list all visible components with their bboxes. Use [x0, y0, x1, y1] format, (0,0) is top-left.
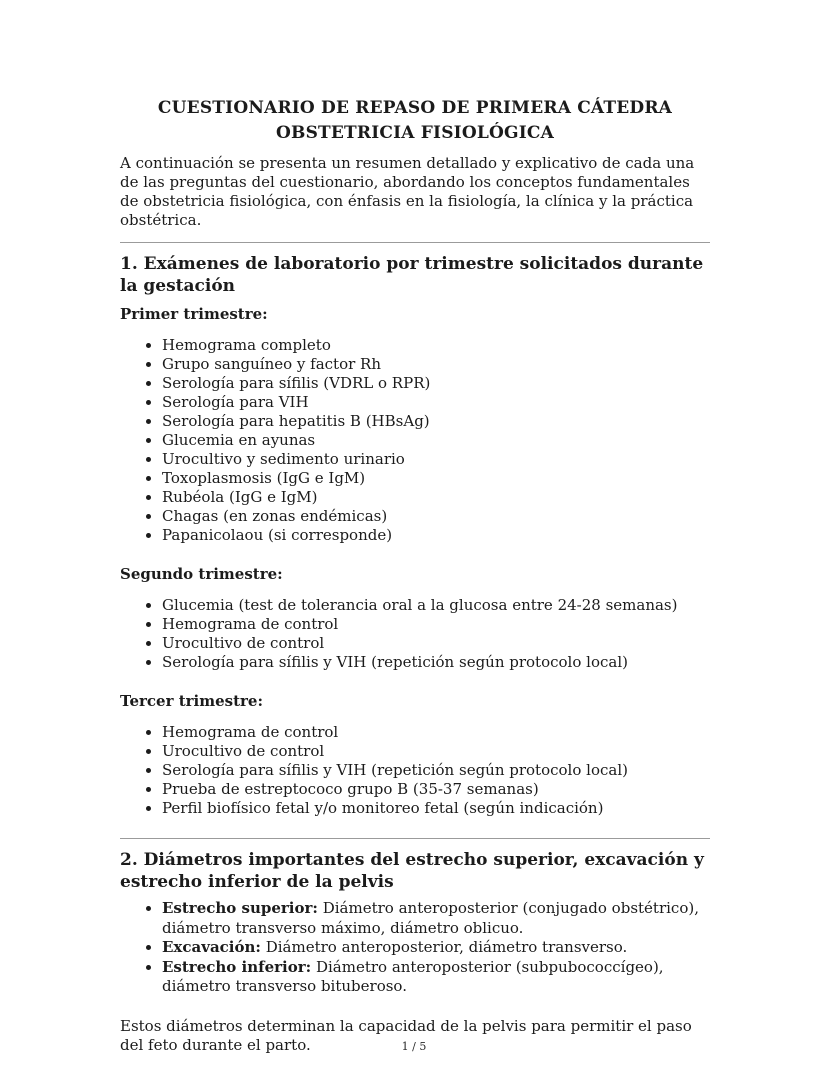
list-item-lead: Estrecho superior:	[162, 899, 318, 917]
section-divider	[120, 838, 710, 839]
list-item: • Glucemia (test de tolerancia oral a la glucosa entre 24-28 semanas)	[162, 596, 710, 615]
subsection-heading-segundo-trimestre: Segundo trimestre:	[120, 565, 283, 583]
document-title-line2: OBSTETRICIA FISIOLÓGICA	[276, 123, 554, 143]
subsection-heading-tercer-trimestre: Tercer trimestre:	[120, 692, 263, 710]
list-item-text: Diámetro anteroposterior (conjugado obstétrico), diámetro transverso máximo, diámetro oblicuo.	[162, 899, 699, 937]
list-item: • Hemograma de control	[162, 723, 710, 742]
diametros-list	[120, 899, 710, 997]
list-item: • Grupo sanguíneo y factor Rh	[162, 355, 710, 374]
closing-paragraph: Estos diámetros determinan la capacidad de la pelvis para permitir el paso del feto durante el parto.	[120, 1016, 692, 1054]
list-item: • Serología para sífilis y VIH (repetición según protocolo local)	[162, 761, 710, 780]
section-divider	[120, 242, 710, 243]
list-item: • Rubéola (IgG e IgM)	[162, 488, 710, 507]
list-item: • Prueba de estreptococo grupo B (35-37 semanas)	[162, 780, 710, 799]
list-item: • Urocultivo de control	[162, 634, 710, 653]
list-item: • Serología para sífilis y VIH (repetición según protocolo local)	[162, 653, 710, 672]
list-item: • Chagas (en zonas endémicas)	[162, 507, 710, 526]
primer-trimestre-list	[120, 336, 710, 545]
list-item	[162, 958, 710, 997]
list-item: • Glucemia en ayunas	[162, 431, 710, 450]
tercer-trimestre-list	[120, 723, 710, 818]
segundo-trimestre-list	[120, 596, 710, 672]
list-item: • Toxoplasmosis (IgG e IgM)	[162, 469, 710, 488]
list-item: • Serología para hepatitis B (HBsAg)	[162, 412, 710, 431]
section1-heading: 1. Exámenes de laboratorio por trimestre solicitados durante la gestación	[120, 254, 704, 296]
page-number: 1 / 5	[401, 1040, 427, 1053]
list-item-text: Diámetro anteroposterior, diámetro transverso.	[265, 938, 628, 956]
list-item-text: Diámetro anteroposterior (subpubococcígeo), diámetro transverso bituberoso.	[162, 957, 664, 995]
list-item: • Hemograma completo	[162, 336, 710, 355]
list-item-lead: Estrecho inferior:	[162, 957, 312, 976]
list-item: • Serología para VIH	[162, 393, 710, 412]
section2-heading: 2. Diámetros importantes del estrecho superior, excavación y estrecho inferior de la pelvis	[120, 850, 704, 892]
list-item: • Serología para sífilis (VDRL o RPR)	[162, 374, 710, 393]
list-item: • Papanicolaou (si corresponde)	[162, 526, 710, 545]
list-item	[162, 899, 710, 938]
subsection-heading-primer-trimestre: Primer trimestre:	[120, 305, 268, 323]
document-title	[120, 96, 710, 146]
document-title-line1: CUESTIONARIO DE REPASO DE PRIMERA CÁTEDRA	[157, 98, 673, 118]
list-item: • Urocultivo de control	[162, 742, 710, 761]
list-item	[162, 938, 710, 958]
list-item: • Perfil biofísico fetal y/o monitoreo fetal (según indicación)	[162, 799, 710, 818]
list-item: • Hemograma de control	[162, 615, 710, 634]
list-item: • Urocultivo y sedimento urinario	[162, 450, 710, 469]
list-item-lead: Excavación:	[162, 938, 261, 956]
intro-paragraph: A continuación se presenta un resumen detallado y explicativo de cada una de las preguntas del cuestionario, abordando los conceptos fundamentales de obstetricia fisiológica, con énfasis en la fisiología, la clínica y la práctica obstétrica.	[120, 154, 695, 229]
